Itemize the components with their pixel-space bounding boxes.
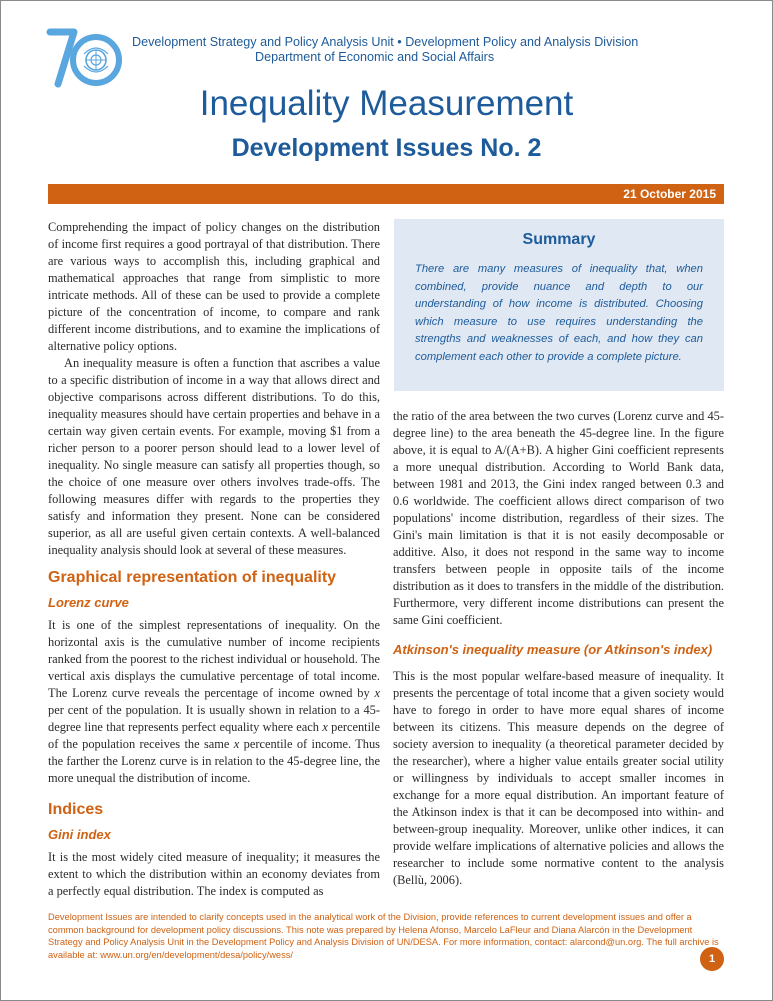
measure-paragraph: An inequality measure is often a function that ascribes a value to a specific distribution of income in a way that allows direct and objective comparisons across different distributions. To do this, inequality measures should have certain properties and behave in a certain way given certain events. For example, moving $1 from a richer person to a poorer person should lead to a lower level of inequality. No single measure can satisfy all properties though, so the choice of one measure over others involves trade-offs. The following measures differ with regards to the properties they satisfy and information they present. None can be considered superior, as all are useful given certain contexts. A well-balanced inequality analysis should look at several of these measures. — [48, 356, 380, 557]
gini-heading: Gini index — [48, 827, 111, 842]
lorenz-heading: Lorenz curve — [48, 595, 129, 610]
summary-text: There are many measures of inequality that, when combined, provide nuance and depth to our understanding of how income is distributed. Choosing which measure to use requires understanding the strengths and weaknesses of each, and how they can complement each other to provide a complete picture. — [415, 263, 703, 363]
un-70-logo-icon — [44, 22, 130, 92]
date-bar — [48, 184, 724, 204]
page-subtitle: Development Issues No. 2 — [231, 134, 542, 162]
lorenz-paragraph: It is one of the simplest representations of inequality. On the horizontal axis is the cumulative number of income recipients ranked from the poorest to the richest individual or household. The vertical axis displays the cumulative percentage of total income. The Lorenz curve reveals the percentage of income owned by x per cent of the population. It is usually shown in relation to a 45-degree line that represents perfect equality where each x percentile of the population receives the same x percentile of income. Thus the farther the Lorenz curve is in relation to the 45-degree line, the more unequal the distribution of income. — [48, 618, 380, 785]
page-title: Inequality Measurement — [199, 84, 574, 123]
department-line: Department of Economic and Social Affairs — [255, 50, 495, 64]
division-line: Development Strategy and Policy Analysis Unit • Development Policy and Analysis Division — [132, 35, 639, 49]
atkinson-heading: Atkinson's inequality measure (or Atkinson's index) — [393, 642, 713, 657]
publication-date: 21 October 2015 — [623, 187, 716, 201]
graphical-heading: Graphical representation of inequality — [48, 569, 337, 586]
footer-note: Development Issues are intended to clarify concepts used in the analytical work of the Division, provide references to current development issues and offer a common background for development policy discussions. This note was prepared by Helena Afonso, Marcelo LaFleur and Diana Alarcón in the Development Strategy and Policy Analysis Unit in the Development Policy and Analysis Division of UN/DESA. For more information, contact: alarcond@un.org. The full archive is available at: www.un.org/en/development/desa/policy/wess/ — [48, 912, 719, 960]
summary-box — [394, 219, 724, 391]
indices-heading: Indices — [48, 801, 104, 818]
summary-heading: Summary — [522, 231, 596, 248]
page-number: 1 — [700, 947, 724, 971]
gini-paragraph: It is the most widely cited measure of inequality; it measures the extent to which the distribution within an economy deviates from a perfectly equal distribution. The index is computed as — [48, 850, 380, 898]
left-column — [48, 219, 380, 900]
atkinson-paragraph: This is the most popular welfare-based measure of inequality. It presents the percentage of total income that a given society would have to forego in order to have more equal shares of income between its citizens. This measure depends on the degree of society aversion to inequality (a theoretical parameter decided by the researcher), where a higher value entails greater social utility or willingness by individuals to accept smaller incomes in exchange for a more equal distribution. An important feature of the Atkinson index is that it can be decomposed into within- and between-group inequality. Moreover, unlike other indices, it can provide welfare implications of alternative policies and allows the researcher to include some normative content to the analysis (Bellù, 2006). — [393, 669, 724, 887]
right-column — [393, 408, 724, 889]
intro-paragraph: Comprehending the impact of policy changes on the distribution of income first requires a good portrayal of that distribution. There are various ways to accomplish this, including graphical and mathematical approaches that range from simplistic to more intricate methods. All of these can be used to provide a complete picture of the concentration of income, to compare and rank different income distributions, and to examine the implications of alternative policy options. — [48, 220, 380, 353]
gini-continued-paragraph: the ratio of the area between the two curves (Lorenz curve and 45-degree line) to the area beneath the 45-degree line. In the figure above, it is equal to A/(A+B). A higher Gini coefficient represents a more unequal distribution. According to World Bank data, between 1981 and 2013, the Gini index ranged between 0.3 and 0.6 worldwide. The coefficient allows direct comparison of two populations' income distribution, regardless of their sizes. The Gini's main limitation is that it is not easily decomposable or additive. Also, it does not respond in the same way to income transfers between people in opposite tails of the income distribution as it does to transfers in the middle of the distribution. Furthermore, very different income distributions can present the same Gini coefficient. — [393, 409, 724, 627]
